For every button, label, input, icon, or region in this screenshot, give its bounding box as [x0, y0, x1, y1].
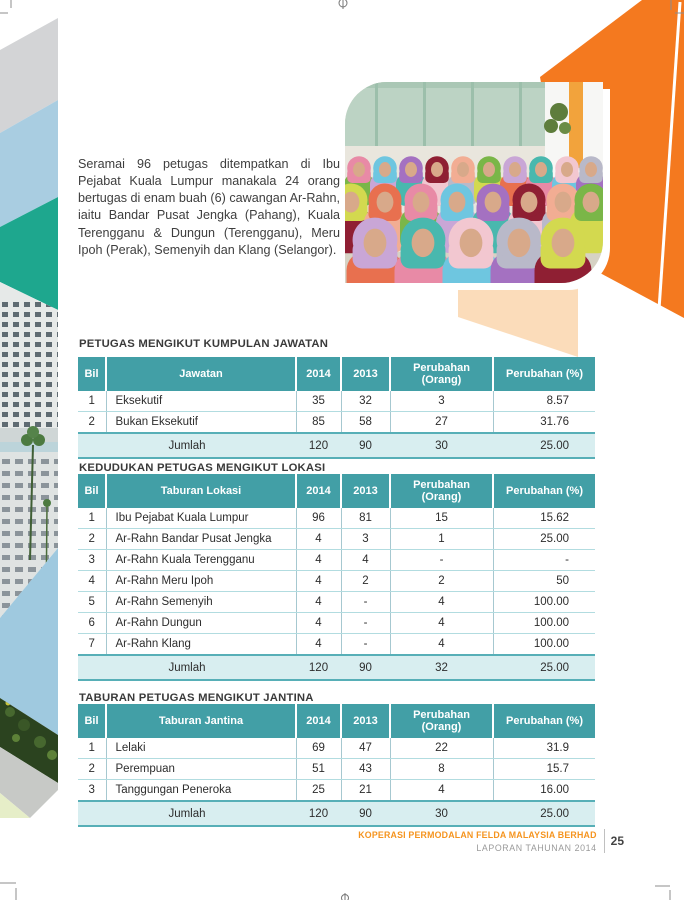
table-cell: Ar-Rahn Bandar Pusat Jengka [106, 529, 296, 550]
footer-divider [604, 829, 605, 853]
table-row [78, 412, 595, 434]
table-lokasi-wrap [78, 474, 595, 681]
row-number: 2 [78, 529, 106, 550]
table-cell: Ar-Rahn Meru Ipoh [106, 571, 296, 592]
table-cell: 25.00 [493, 529, 595, 550]
table-cell: - [341, 592, 390, 613]
footer-report-title: LAPORAN TAHUNAN 2014 [476, 842, 597, 853]
column-header: 2013 [341, 474, 390, 508]
table-cell: 31.9 [493, 738, 595, 759]
table-cell: 32 [341, 391, 390, 412]
table-cell: 4 [296, 592, 341, 613]
table-jantina-wrap [78, 704, 595, 827]
table-cell: Ar-Rahn Dungun [106, 613, 296, 634]
column-header: Perubahan (%) [493, 474, 595, 508]
table-cell: 81 [341, 508, 390, 529]
table-cell: 4 [390, 613, 493, 634]
table-cell: 8.57 [493, 391, 595, 412]
section-title-jawatan: PETUGAS MENGIKUT KUMPULAN JAWATAN [79, 338, 329, 350]
table-row [78, 634, 595, 656]
table-cell: 100.00 [493, 592, 595, 613]
total-value: 25.00 [493, 433, 595, 458]
column-header: 2014 [296, 704, 341, 738]
table-row [78, 529, 595, 550]
row-number: 6 [78, 613, 106, 634]
row-number: 3 [78, 780, 106, 802]
total-value: 90 [341, 801, 390, 826]
page-number: 25 [610, 834, 624, 848]
column-header: Perubahan (Orang) [390, 357, 493, 391]
table-jawatan [78, 357, 595, 459]
table-row [78, 780, 595, 802]
table-cell: 2 [341, 571, 390, 592]
table-cell: Perempuan [106, 759, 296, 780]
table-cell: Ibu Pejabat Kuala Lumpur [106, 508, 296, 529]
row-number: 3 [78, 550, 106, 571]
table-cell: 15 [390, 508, 493, 529]
table-cell: 4 [296, 613, 341, 634]
total-value: 30 [390, 801, 493, 826]
total-value: 32 [390, 655, 493, 680]
table-cell: 3 [341, 529, 390, 550]
total-value: 90 [341, 433, 390, 458]
table-row [78, 738, 595, 759]
peach-block-decoration [458, 285, 578, 357]
total-row [78, 433, 595, 458]
row-number: 2 [78, 759, 106, 780]
table-cell: 4 [341, 550, 390, 571]
total-value: 120 [296, 655, 341, 680]
table-cell: 8 [390, 759, 493, 780]
table-cell: 4 [390, 634, 493, 656]
table-cell: - [341, 613, 390, 634]
buildings-photo-strip [0, 282, 58, 618]
foliage-photo-strip [0, 695, 58, 787]
column-header: Perubahan (Orang) [390, 474, 493, 508]
table-cell: 2 [390, 571, 493, 592]
total-label: Jumlah [78, 801, 296, 826]
total-value: 120 [296, 801, 341, 826]
table-row [78, 759, 595, 780]
table-cell: Bukan Eksekutif [106, 412, 296, 434]
table-cell: 96 [296, 508, 341, 529]
table-cell: - [390, 550, 493, 571]
column-header: Perubahan (%) [493, 704, 595, 738]
table-row [78, 613, 595, 634]
row-number: 4 [78, 571, 106, 592]
table-cell: Tanggungan Peneroka [106, 780, 296, 802]
table-row [78, 391, 595, 412]
table-cell: 25 [296, 780, 341, 802]
row-number: 5 [78, 592, 106, 613]
table-cell: 27 [390, 412, 493, 434]
row-number: 1 [78, 508, 106, 529]
table-cell: 47 [341, 738, 390, 759]
table-cell: 21 [341, 780, 390, 802]
table-cell: 15.62 [493, 508, 595, 529]
total-label: Jumlah [78, 433, 296, 458]
table-cell: 35 [296, 391, 341, 412]
table-cell: 58 [341, 412, 390, 434]
total-row [78, 801, 595, 826]
table-cell: 4 [296, 550, 341, 571]
column-header: Taburan Lokasi [106, 474, 296, 508]
table-cell: 4 [390, 780, 493, 802]
column-header: Bil [78, 474, 106, 508]
column-header: Perubahan (%) [493, 357, 595, 391]
left-rail-decoration [0, 18, 58, 818]
footer-company-name: KOPERASI PERMODALAN FELDA MALAYSIA BERHAD [358, 829, 597, 840]
table-cell: 31.76 [493, 412, 595, 434]
total-value: 25.00 [493, 655, 595, 680]
total-value: 120 [296, 433, 341, 458]
column-header: Taburan Jantina [106, 704, 296, 738]
total-label: Jumlah [78, 655, 296, 680]
column-header: 2013 [341, 704, 390, 738]
table-cell: 1 [390, 529, 493, 550]
table-cell: 4 [296, 634, 341, 656]
table-cell: 100.00 [493, 634, 595, 656]
table-cell: 15.7 [493, 759, 595, 780]
table-cell: 4 [296, 571, 341, 592]
table-cell: - [493, 550, 595, 571]
total-row [78, 655, 595, 680]
table-row [78, 508, 595, 529]
section-title-jantina: TABURAN PETUGAS MENGIKUT JANTINA [79, 692, 314, 704]
table-cell: Eksekutif [106, 391, 296, 412]
table-cell: 22 [390, 738, 493, 759]
staff-audience-photo [345, 82, 603, 283]
column-header: Bil [78, 357, 106, 391]
column-header: Jawatan [106, 357, 296, 391]
table-row [78, 592, 595, 613]
table-row [78, 550, 595, 571]
table-cell: 3 [390, 391, 493, 412]
column-header: Bil [78, 704, 106, 738]
table-cell: 16.00 [493, 780, 595, 802]
column-header: 2014 [296, 357, 341, 391]
table-cell: - [341, 634, 390, 656]
table-cell: Ar-Rahn Kuala Terengganu [106, 550, 296, 571]
row-number: 2 [78, 412, 106, 434]
footer-text [358, 830, 596, 853]
table-cell: Ar-Rahn Klang [106, 634, 296, 656]
table-cell: 100.00 [493, 613, 595, 634]
crowd [345, 156, 603, 283]
table-cell: 50 [493, 571, 595, 592]
column-header: 2013 [341, 357, 390, 391]
table-cell: 4 [296, 529, 341, 550]
table-cell: 4 [390, 592, 493, 613]
column-header: 2014 [296, 474, 341, 508]
section-title-lokasi: KEDUDUKAN PETUGAS MENGIKUT LOKASI [79, 462, 326, 474]
page-footer [358, 829, 624, 853]
table-row [78, 571, 595, 592]
total-value: 90 [341, 655, 390, 680]
table-lokasi [78, 474, 595, 681]
table-cell: 43 [341, 759, 390, 780]
table-cell: 51 [296, 759, 341, 780]
table-cell: Lelaki [106, 738, 296, 759]
row-number: 1 [78, 391, 106, 412]
intro-paragraph: Seramai 96 petugas ditempatkan di Ibu Pejabat Kuala Lumpur manakala 24 orang bertugas di enam buah (6) cawangan Ar-Rahn, iaitu Bandar Pusat Jengka (Pahang), Kuala Terengganu & Dungun (Terengganu), Meru Ipoh (Perak), Semenyih dan Klang (Selangor). [78, 156, 340, 258]
table-cell: Ar-Rahn Semenyih [106, 592, 296, 613]
row-number: 1 [78, 738, 106, 759]
table-cell: 69 [296, 738, 341, 759]
row-number: 7 [78, 634, 106, 656]
total-value: 25.00 [493, 801, 595, 826]
column-header: Perubahan (Orang) [390, 704, 493, 738]
table-jantina [78, 704, 595, 827]
total-value: 30 [390, 433, 493, 458]
table-jawatan-wrap [78, 357, 595, 459]
table-cell: 85 [296, 412, 341, 434]
